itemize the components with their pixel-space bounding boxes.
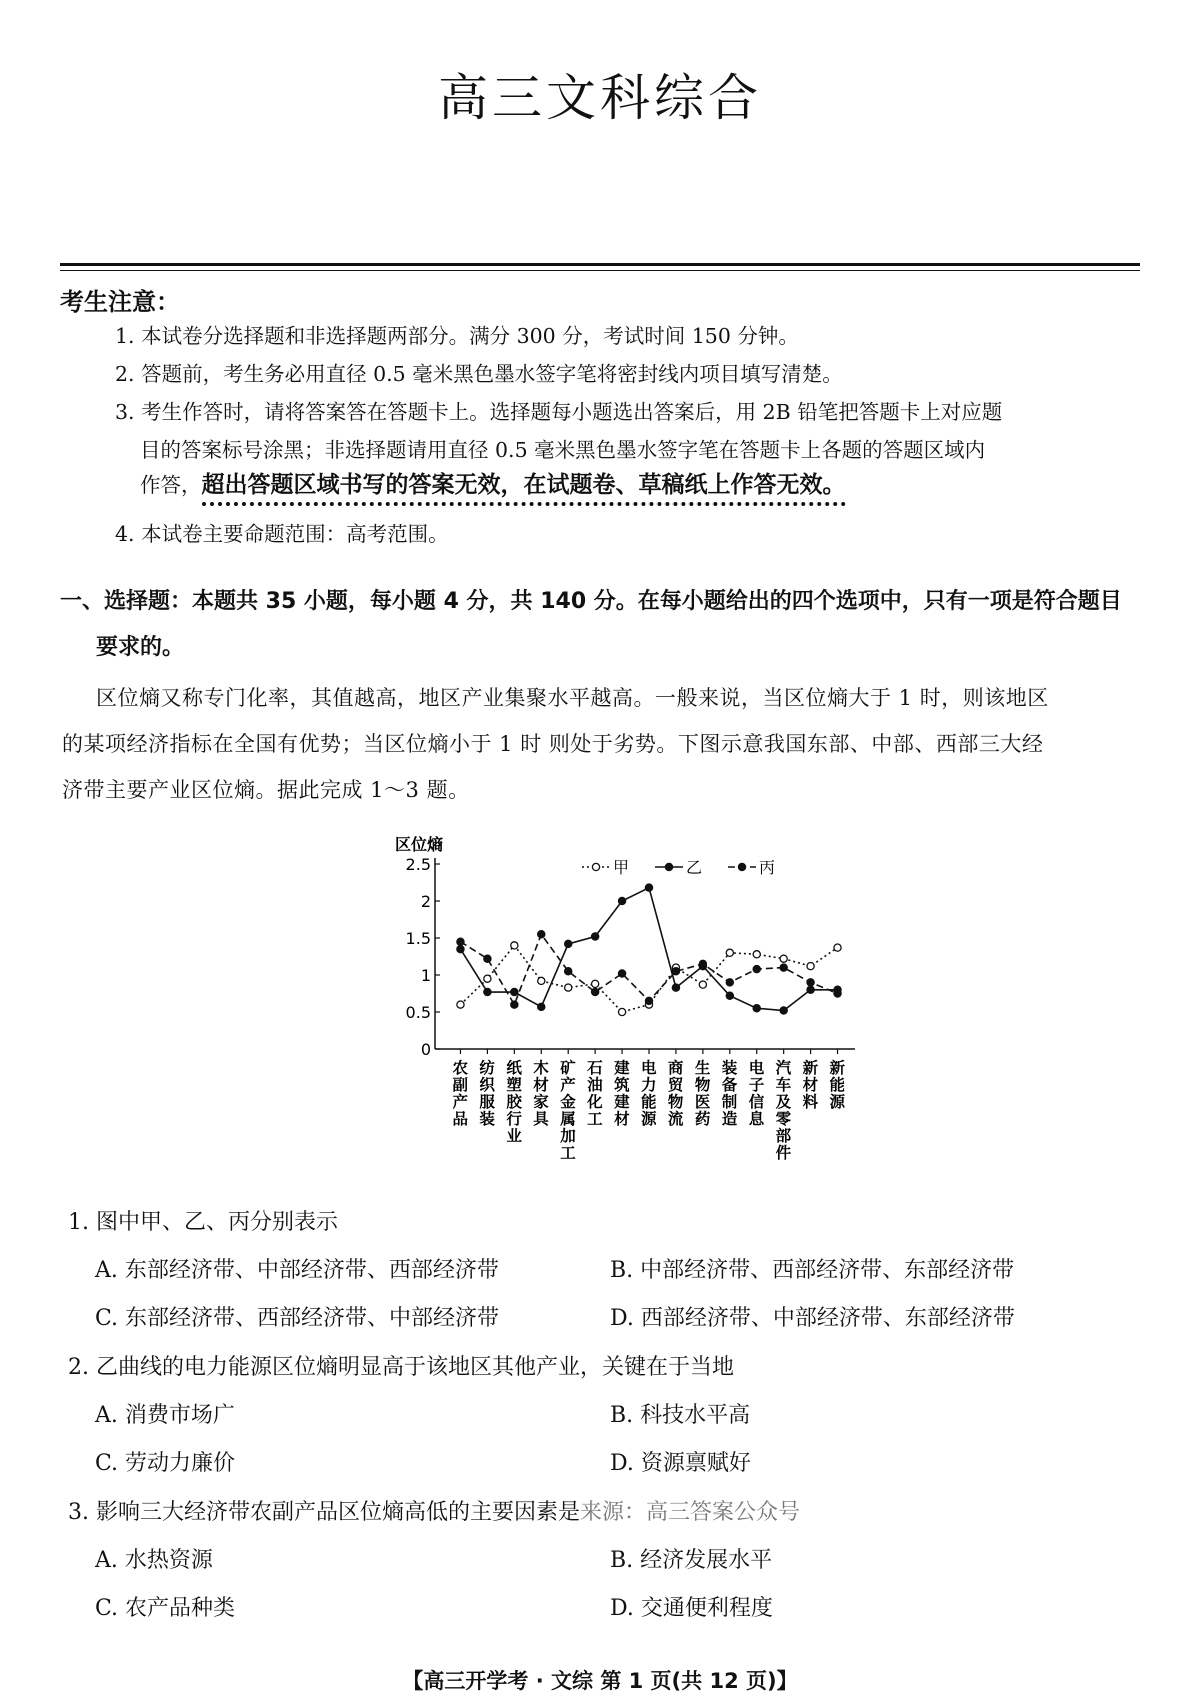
- x-tick-label: 新能源: [829, 1059, 846, 1111]
- question-1-option-b: B. 中部经济带、西部经济带、东部经济带: [610, 1258, 1015, 1283]
- question-3-option-b: B. 经济发展水平: [610, 1548, 773, 1573]
- data-point-甲: [565, 984, 572, 991]
- question-1-stem: 1. 图中甲、乙、丙分别表示: [68, 1210, 338, 1235]
- data-point-丙: [834, 990, 841, 997]
- x-tick-label: 新材料: [802, 1059, 819, 1111]
- data-point-乙: [726, 992, 733, 999]
- data-point-乙: [565, 940, 572, 947]
- data-point-甲: [592, 980, 599, 987]
- header-rule: [60, 263, 1140, 266]
- data-point-乙: [511, 988, 518, 995]
- x-tick-label: 电子信息: [748, 1059, 765, 1128]
- data-point-乙: [645, 884, 652, 891]
- data-point-丙: [511, 1001, 518, 1008]
- data-point-甲: [457, 1001, 464, 1008]
- data-point-甲: [538, 977, 545, 984]
- page-title: 高三文科综合: [438, 69, 762, 127]
- notice-emphasis: 超出答题区域书写的答案无效，在试题卷、草稿纸上作答无效。: [202, 472, 846, 506]
- data-point-乙: [753, 1005, 760, 1012]
- page-footer: 【高三开学考 · 文综 第 1 页(共 12 页)】: [402, 1669, 798, 1693]
- notice-item-3-cont: 目的答案标号涂黑；非选择题请用直径 0.5 毫米黑色墨水签字笔在答题卡上各题的答题区域内: [140, 438, 986, 462]
- data-point-丙: [618, 970, 625, 977]
- question-3-option-d: D. 交通便利程度: [610, 1596, 773, 1621]
- legend-label: 甲: [613, 858, 630, 877]
- data-point-甲: [834, 944, 841, 951]
- notice-item-3: 3. 考生作答时，请将答案答在答题卡上。选择题每小题选出答案后，用 2B 铅笔把答题卡上对应题: [115, 400, 1003, 424]
- y-tick-label: 0.5: [405, 1003, 431, 1022]
- notice-item-4: 4. 本试卷主要命题范围：高考范围。: [115, 522, 449, 546]
- data-point-甲: [484, 975, 491, 982]
- y-tick-label: 1: [420, 966, 431, 985]
- y-tick-label: 1.5: [405, 929, 431, 948]
- data-point-丙: [592, 988, 599, 995]
- x-tick-label: 纺织服装: [479, 1059, 495, 1128]
- data-point-乙: [592, 933, 599, 940]
- x-tick-label: 石油化工: [587, 1059, 603, 1128]
- question-3-stem-row: [68, 1495, 800, 1526]
- legend-label: 乙: [686, 858, 703, 877]
- question-1-option-a: A. 东部经济带、中部经济带、西部经济带: [95, 1258, 499, 1283]
- data-point-丙: [484, 955, 491, 962]
- question-2-option-a: A. 消费市场广: [95, 1403, 235, 1428]
- data-point-乙: [807, 986, 814, 993]
- data-point-乙: [618, 897, 625, 904]
- data-point-乙: [780, 1007, 787, 1014]
- x-tick-label: 电力能源: [641, 1059, 657, 1128]
- data-point-甲: [618, 1008, 625, 1015]
- data-point-乙: [538, 1003, 545, 1010]
- x-tick-label: 矿产金属加工: [560, 1059, 576, 1162]
- data-point-甲: [699, 981, 706, 988]
- data-point-甲: [780, 955, 787, 962]
- y-tick-label: 2.5: [405, 855, 431, 874]
- notice-heading: 考生注意：: [60, 288, 180, 316]
- x-tick-label: 建筑建材: [614, 1059, 630, 1128]
- question-3-stem: 3. 影响三大经济带农副产品区位熵高低的主要因素是: [68, 1500, 580, 1525]
- question-2-option-c: C. 劳动力廉价: [95, 1451, 236, 1476]
- passage-line-3: 济带主要产业区位熵。据此完成 1～3 题。: [62, 778, 470, 802]
- data-point-丙: [645, 997, 652, 1004]
- x-tick-label: 纸塑胶行业: [506, 1059, 522, 1145]
- y-tick-label: 2: [420, 892, 431, 911]
- notice-item-2: 2. 答题前，考生务必用直径 0.5 毫米黑色墨水签字笔将密封线内项目填写清楚。: [115, 362, 843, 386]
- notice-item-1: 1. 本试卷分选择题和非选择题两部分。满分 300 分，考试时间 150 分钟。: [115, 324, 799, 348]
- data-point-丙: [457, 938, 464, 945]
- x-tick-label: 木材家具: [533, 1059, 549, 1128]
- y-tick-label: 0: [420, 1040, 431, 1059]
- passage-line-1: 区位熵又称专门化率，其值越高，地区产业集聚水平越高。一般来说，当区位熵大于 1 时，则该地区: [96, 686, 1049, 710]
- question-3-option-c: C. 农产品种类: [95, 1596, 236, 1621]
- data-point-甲: [511, 942, 518, 949]
- legend-marker: [738, 863, 745, 870]
- x-tick-label: 装备制造: [721, 1059, 738, 1128]
- data-point-甲: [726, 949, 733, 956]
- data-point-丙: [753, 965, 760, 972]
- passage-line-2: 的某项经济指标在全国有优势；当区位熵小于 1 时 则处于劣势。下图示意我国东部、中部、西部三大经: [62, 732, 1044, 756]
- legend-marker: [665, 863, 672, 870]
- x-tick-label: 商贸物流: [667, 1059, 684, 1128]
- question-3-option-a: A. 水热资源: [95, 1548, 213, 1573]
- section-heading-cont: 要求的。: [96, 635, 185, 660]
- data-point-丙: [565, 968, 572, 975]
- location-quotient-chart: [390, 820, 860, 1170]
- x-tick-label: 汽车及零部件: [775, 1059, 792, 1162]
- source-watermark: 来源：高三答案公众号: [580, 1500, 801, 1525]
- section-heading: 一、选择题：本题共 35 小题，每小题 4 分，共 140 分。在每小题给出的四个选项中，只有一项是符合题目: [60, 589, 1122, 614]
- notice-item-3-tail-prefix: 作答，: [140, 473, 202, 497]
- data-point-丙: [672, 968, 679, 975]
- y-axis-label: 区位熵: [395, 835, 444, 854]
- question-2-option-d: D. 资源禀赋好: [610, 1451, 751, 1476]
- data-point-乙: [672, 984, 679, 991]
- data-point-丙: [726, 979, 733, 986]
- question-1-option-c: C. 东部经济带、西部经济带、中部经济带: [95, 1306, 500, 1331]
- data-point-乙: [484, 988, 491, 995]
- legend-marker: [592, 863, 599, 870]
- question-2-option-b: B. 科技水平高: [610, 1403, 751, 1428]
- data-point-甲: [753, 951, 760, 958]
- data-point-丙: [807, 979, 814, 986]
- data-point-乙: [457, 946, 464, 953]
- notice-item-3-tail: [140, 471, 846, 501]
- data-point-丙: [538, 931, 545, 938]
- data-point-丙: [780, 964, 787, 971]
- x-tick-label: 农副产品: [452, 1059, 468, 1128]
- data-point-甲: [807, 963, 814, 970]
- question-1-option-d: D. 西部经济带、中部经济带、东部经济带: [610, 1306, 1015, 1331]
- x-tick-label: 生物医药: [694, 1059, 711, 1128]
- question-2-stem: 2. 乙曲线的电力能源区位熵明显高于该地区其他产业，关键在于当地: [68, 1355, 734, 1380]
- data-point-丙: [699, 960, 706, 967]
- legend-label: 丙: [759, 858, 776, 877]
- header-rule-thin: [60, 270, 1140, 271]
